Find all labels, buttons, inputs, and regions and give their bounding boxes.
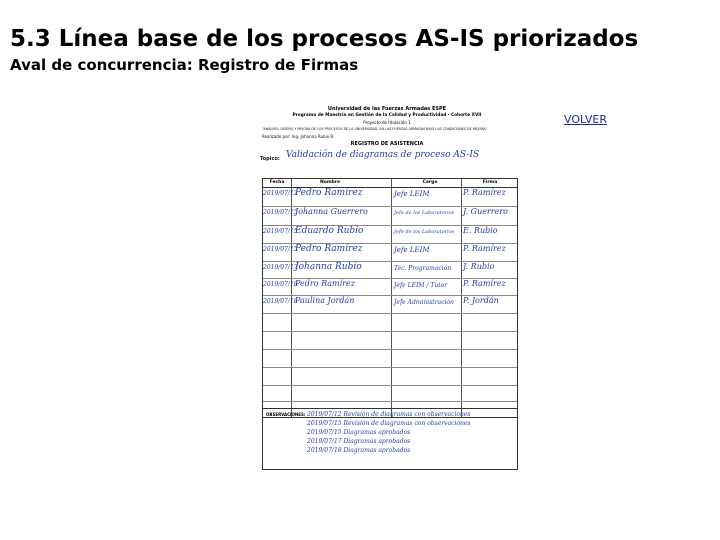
row-2-firma: J. Guerrero xyxy=(463,207,508,216)
row-7-cargo: Jefe Administración xyxy=(394,299,454,306)
row-7-firma: P. Jordán xyxy=(463,296,499,305)
observation-2: 2019/07/15 Revisión de diagramas con observaciones xyxy=(307,420,471,427)
row-7-nombre: Paulina Jordán xyxy=(295,296,355,305)
doc-project: Proyecto de titulación 1 xyxy=(363,120,411,125)
row-6-nombre: Pedro Ramírez xyxy=(295,279,355,288)
row-7-fecha: 2019/07/18 xyxy=(263,298,298,305)
row-3-fecha: 2019/07/15 xyxy=(263,228,298,235)
row-6-fecha: 2019/07/18 xyxy=(263,281,298,288)
doc-university: Universidad de las Fuerzas Armadas ESPE xyxy=(327,106,447,112)
doc-topic-value: Validación de diagramas de proceso AS-IS xyxy=(286,150,480,160)
volver-link[interactable]: VOLVER xyxy=(564,113,608,126)
row-6-firma: P. Ramírez xyxy=(463,279,506,288)
col-nombre: Nombre xyxy=(319,180,341,185)
signature-sheet-scan xyxy=(252,100,522,472)
row-1-firma: P. Ramírez xyxy=(463,188,506,197)
row-1-cargo: Jefe LEIM xyxy=(394,190,430,198)
row-5-fecha: 2019/07/17 xyxy=(263,264,298,271)
row-2-cargo: Jefe de los Laboratorios xyxy=(394,210,455,216)
col-cargo: Cargo xyxy=(422,180,438,185)
doc-topic-label: Tópico: xyxy=(260,156,280,162)
observation-1: 2019/07/12 Revisión de diagramas con observaciones xyxy=(307,411,471,418)
row-1-nombre: Pedro Ramírez xyxy=(295,188,363,198)
attendance-table xyxy=(262,178,518,418)
col-firma: Firma xyxy=(482,180,498,185)
observation-4: 2019/07/17 Diagramas aprobados xyxy=(307,438,411,445)
observations-label: OBSERVACIONES: xyxy=(266,412,306,417)
row-5-firma: J. Rubio xyxy=(463,262,495,271)
observations-box xyxy=(262,408,518,470)
row-4-fecha: 2019/07/15 xyxy=(263,246,298,253)
doc-sheet-title: REGISTRO DE ASISTENCIA xyxy=(350,141,424,147)
row-5-nombre: Johanna Rubio xyxy=(295,262,362,272)
observation-3: 2019/07/15 Diagramas aprobados xyxy=(307,429,411,436)
doc-program: Programa de Maestría en Gestión de la Calidad y Productividad · Cohorte XVII xyxy=(292,113,482,118)
row-4-cargo: Jefe LEIM xyxy=(394,246,430,254)
row-3-firma: E. Rubio xyxy=(463,226,498,235)
observation-5: 2019/07/18 Diagramas aprobados xyxy=(307,447,411,454)
row-3-cargo: Jefe de los Laboratorios xyxy=(394,229,455,235)
slide-title: 5.3 Línea base de los procesos AS-IS priorizados xyxy=(10,26,639,52)
row-2-fecha: 2019/07/15 xyxy=(263,209,298,216)
row-1-fecha: 2019/07/12 xyxy=(263,190,298,197)
row-4-firma: P. Ramírez xyxy=(463,244,506,253)
row-5-cargo: Téc. Programación xyxy=(394,265,452,272)
row-2-nombre: Johanna Guerrero xyxy=(295,207,368,216)
row-6-cargo: Jefe LEIM / Tutor xyxy=(394,282,448,289)
col-fecha: Fecha xyxy=(269,180,285,185)
doc-author: Realizado por: Ing. Johanna Rubio B. xyxy=(262,134,335,139)
slide-subtitle: Aval de concurrencia: Registro de Firmas xyxy=(10,56,359,74)
row-3-nombre: Eduardo Rubio xyxy=(295,226,364,236)
row-4-nombre: Pedro Ramírez xyxy=(295,244,363,254)
doc-project-title: "ANÁLISIS, DISEÑO Y MEJORA DE LOS PROCESOS DE LA UNIVERSIDAD, EN LAS FUERZAS ARMADAS BAJO LAS CONDICIONES DE MEJORA" xyxy=(262,127,488,131)
